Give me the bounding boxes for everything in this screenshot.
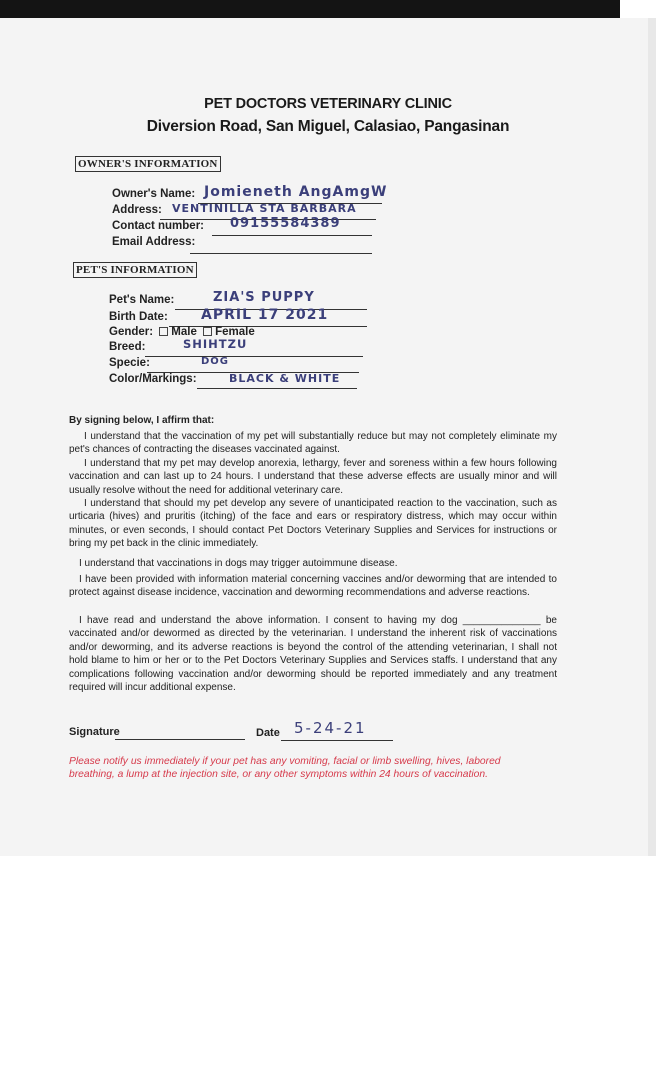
field-label: Owner's Name:: [112, 188, 196, 200]
color-value: BLACK & WHITE: [229, 372, 341, 385]
consent-heading: By signing below, I affirm that:: [69, 415, 215, 426]
date-label: Date: [256, 727, 280, 739]
signature-line[interactable]: [115, 739, 245, 740]
paragraph-text: I have read and understand the above information. I consent to having my dog ______________ be vaccinated and/or dewormed as directed by the veterinarian. I understand the inherent risk of vaccinations and/or deworming, and its adverse reactions is beyond the control of the attending veterinarian, I shall not hold blame to him or her or to the Pet Doctors Veterinary Supplies and Services staffs. I understand that any complications following vaccination and/or deworming should be reported immediately and any treatment required will incur additional expense.: [69, 615, 557, 694]
consent-paragraph-4: [69, 557, 557, 570]
consent-paragraph-5: [69, 573, 557, 600]
post-vaccination-notice: Please notify us immediately if your pet has any vomiting, facial or limb swelling, hives, labored breathing, a lump at the injection site, or any other symptoms within 24 hours of vaccination.: [69, 756, 501, 781]
male-checkbox[interactable]: [159, 327, 168, 336]
field-label: Color/Markings:: [109, 373, 197, 385]
field-label: Email Address:: [112, 236, 196, 248]
address-value: VENTINILLA STA BARBARA: [172, 202, 357, 215]
consent-paragraph-3: [69, 497, 557, 551]
owner-name-value: Jomieneth AngAmgW: [204, 184, 388, 200]
paragraph-text: I understand that vaccinations in dogs may trigger autoimmune disease.: [79, 558, 398, 569]
female-label: Female: [215, 326, 255, 338]
contact-row: [112, 216, 372, 236]
date-value: 5-24-21: [294, 719, 367, 737]
paragraph-text: I have been provided with information material concerning vaccines and/or deworming that are intended to protect against disease incidence, vaccination and deworming recommendations and adverse reactions.: [69, 574, 557, 599]
clinic-name: PET DOCTORS VETERINARY CLINIC: [204, 96, 452, 112]
field-line: [190, 253, 372, 254]
paragraph-text: I understand that the vaccination of my pet will substantially reduce but may not completely eliminate my pet's chances of contracting the diseases vaccinated against.: [69, 431, 557, 456]
birth-date-row: [109, 307, 367, 327]
owner-section-heading: OWNER'S INFORMATION: [75, 156, 221, 172]
color-row: [109, 373, 357, 389]
birth-date-value: APRIL 17 2021: [201, 307, 329, 323]
breed-value: SHIHTZU: [183, 337, 248, 351]
specie-row: [109, 357, 359, 373]
clinic-address: Diversion Road, San Miguel, Calasiao, Pangasinan: [146, 118, 510, 135]
email-row: [112, 236, 372, 252]
contact-value: 09155584389: [230, 216, 341, 231]
field-label: Birth Date:: [109, 311, 168, 323]
field-label: Breed:: [109, 341, 146, 353]
consent-paragraph-1: [69, 430, 557, 457]
paragraph-text: I understand that my pet may develop anorexia, lethargy, fever and soreness within a few hours following vaccination and can last up to 24 hours. I understand that these adverse effects are usually minor and will usually resolve without the need for additional veterinary care.: [69, 458, 557, 496]
paragraph-text: I understand that should my pet develop any severe of unanticipated reaction to the vaccination, such as urticaria (hives) and pruritis (itching) of the face and ears or respiratory distress, which may occur within minutes, or even seconds, I should contact Pet Doctors Veterinary Supplies and Services for instructions or bring my pet back in the clinic immediately.: [69, 498, 557, 550]
consent-paragraph-2: [69, 457, 557, 497]
field-label: Contact number:: [112, 220, 204, 232]
date-line[interactable]: [281, 740, 393, 741]
consent-paragraph-6: [69, 614, 557, 694]
specie-value: DOG: [201, 356, 230, 367]
field-label: Address:: [112, 204, 162, 216]
male-label: Male: [171, 326, 197, 338]
female-checkbox[interactable]: [203, 327, 212, 336]
field-label: Specie:: [109, 357, 150, 369]
signature-label: Signature: [69, 726, 120, 738]
field-line: [197, 388, 357, 389]
gender-label: Gender:: [109, 326, 154, 338]
breed-row: [109, 337, 363, 357]
field-label: Pet's Name:: [109, 294, 175, 306]
pet-name-value: ZIA'S PUPPY: [213, 290, 315, 305]
pet-section-heading: PET'S INFORMATION: [73, 262, 197, 278]
